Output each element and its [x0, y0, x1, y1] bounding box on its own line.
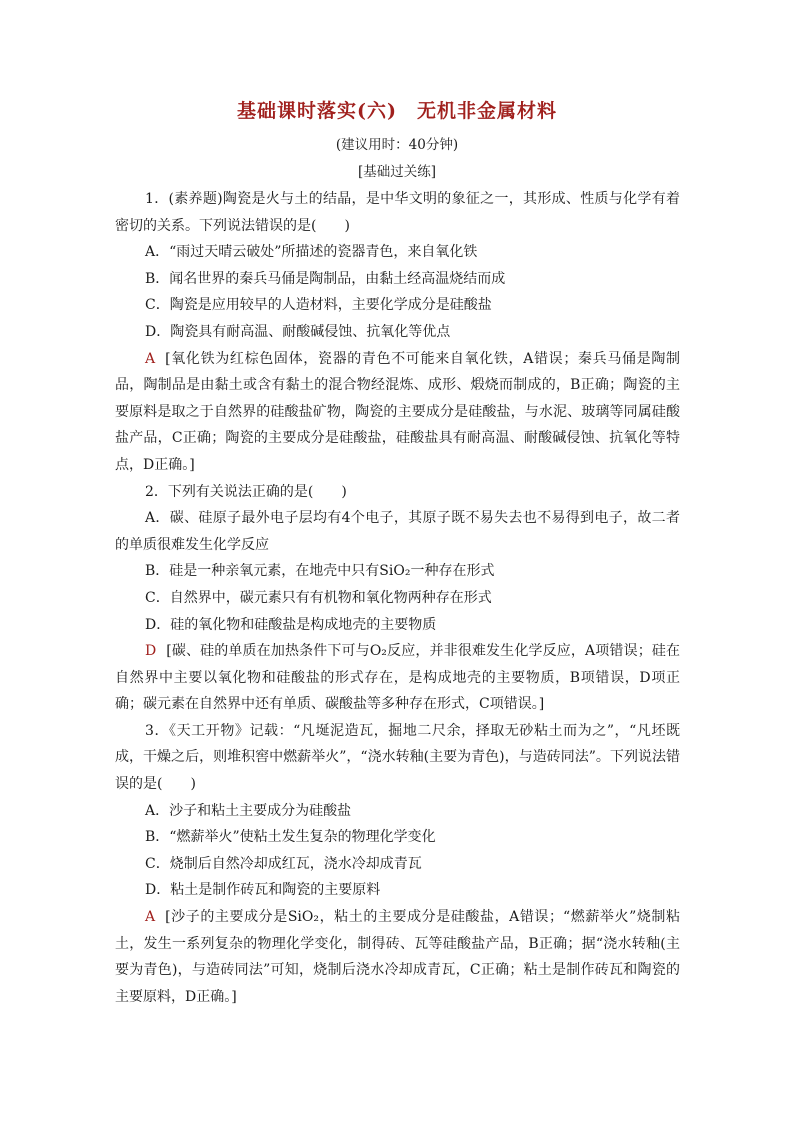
question-list — [115, 186, 680, 1010]
option-c: C．陶瓷是应用较早的人造材料，主要化学成分是硅酸盐 — [145, 297, 492, 314]
option-d: D．陶瓷具有耐高温、耐酸碱侵蚀、抗氧化等优点 — [145, 323, 451, 340]
explanation-text: [碳、硅的单质在加热条件下可与O₂反应，并非很难发生化学反应，A项错误；硅在自然界中主要以氧化物和硅酸盐的形式存在，是构成地壳的主要物质，B项错误，D项正确；碳元素在自然界中还有单质、碳酸盐等多种存在形式，C项错误。] — [115, 643, 680, 713]
question-1 — [115, 186, 680, 479]
answer-explanation — [115, 638, 680, 718]
question-stem: 3．《天工开物》记载：“凡埏泥造瓦，掘地二尺余，择取无砂粘土而为之”，“凡坯既成，干燥之后，则堆积窖中燃薪举火”，“浇水转釉(主要为青色)，与造砖同法”。下列说法错误的是( ) — [115, 722, 680, 793]
answer-letter: A — [145, 909, 156, 926]
option-c: C．自然界中，碳元素只有有机物和氧化物两种存在形式 — [145, 589, 492, 606]
option-b: B．闻名世界的秦兵马俑是陶制品，由黏土经高温烧结而成 — [145, 270, 506, 287]
option-a: A．碳、硅原子最外电子层均有4个电子，其原子既不易失去也不易得到电子，故二者的单质很难发生化学反应 — [115, 510, 680, 553]
option-c: C．烧制后自然冷却成红瓦，浇水冷却成青瓦 — [145, 855, 422, 872]
option-b: B．硅是一种亲氧元素，在地壳中只有SiO₂一种存在形式 — [145, 563, 495, 580]
answer-letter: A — [145, 350, 156, 367]
answer-letter: D — [145, 643, 157, 660]
answer-explanation — [115, 904, 680, 1010]
option-d: D．粘土是制作砖瓦和陶瓷的主要原料 — [145, 882, 381, 899]
option-a: A．“雨过天晴云破处”所描述的瓷器青色，来自氧化铁 — [145, 244, 478, 261]
page-title: 基础课时落实(六) 无机非金属材料 — [237, 100, 557, 122]
answer-explanation — [115, 346, 680, 479]
option-b: B．“燃薪举火”使粘土发生复杂的物理化学变化 — [145, 829, 436, 846]
explanation-text: [氧化铁为红棕色固体，瓷器的青色不可能来自氧化铁，A错误；秦兵马俑是陶制品，陶制品是由黏土或含有黏土的混合物经混炼、成形、煅烧而制成的，B正确；陶瓷的主要原料是取之于自然界的硅酸盐矿物，陶瓷的主要成分是硅酸盐，与水泥、玻璃等同属硅酸盐产品，C正确；陶瓷的主要成分是硅酸盐，硅酸盐具有耐高温、耐酸碱侵蚀、抗氧化等特点，D正确。] — [115, 350, 680, 473]
question-3 — [115, 718, 680, 1011]
option-a: A．沙子和粘土主要成分为硅酸盐 — [145, 802, 352, 819]
explanation-text: [沙子的主要成分是SiO₂，粘土的主要成分是硅酸盐，A错误；“燃薪举火”烧制粘土，发生一系列复杂的物理化学变化，制得砖、瓦等硅酸盐产品，B正确；据“浇水转釉(主要为青色)，与造砖同法”可知，烧制后浇水冷却成青瓦，C正确；粘土是制作砖瓦和陶瓷的主要原料，D正确。] — [115, 909, 680, 1005]
question-stem: 2．下列有关说法正确的是( ) — [145, 483, 347, 500]
question-2 — [115, 479, 680, 718]
option-d: D．硅的氧化物和硅酸盐是构成地壳的主要物质 — [145, 616, 437, 633]
question-stem: 1．(素养题)陶瓷是火与土的结晶，是中华文明的象征之一，其形成、性质与化学有着密切的关系。下列说法错误的是( ) — [115, 191, 680, 234]
time-note: (建议用时：40分钟) — [335, 137, 459, 153]
section-heading: [基础过关练] — [357, 164, 437, 180]
